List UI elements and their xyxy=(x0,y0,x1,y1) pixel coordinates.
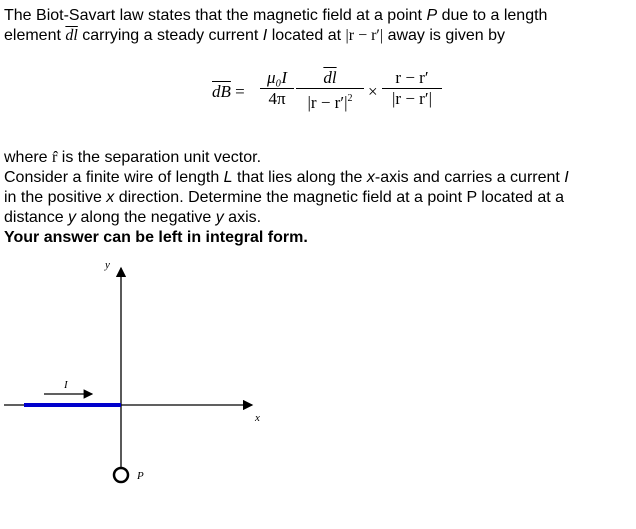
body-text: distance xyxy=(4,209,69,226)
point-symbol: P xyxy=(426,7,438,24)
intro-text: element xyxy=(4,27,66,44)
y-symbol: y xyxy=(215,209,224,226)
fraction-dl-over-r2 xyxy=(296,68,364,113)
rhat-symbol: r̂ xyxy=(52,149,58,166)
fraction-mu0-over-4pi xyxy=(260,68,294,109)
intro-line-2 xyxy=(4,26,505,46)
intro-text: away is given by xyxy=(383,27,505,44)
equals-sign: = xyxy=(230,82,245,101)
fraction-denominator xyxy=(296,89,364,113)
distance-expression: |r − r′| xyxy=(345,27,384,44)
body-line-4 xyxy=(4,208,261,228)
answer-instruction: Your answer can be left in integral form. xyxy=(4,229,308,246)
body-text: along the negative xyxy=(76,209,216,226)
wire-diagram xyxy=(0,255,300,505)
body-line-1 xyxy=(4,148,261,168)
intro-text: due to a length xyxy=(437,7,548,24)
x-symbol: x xyxy=(366,169,375,186)
fraction-denominator: |r − r′| xyxy=(392,89,432,108)
body-text: that lies along the xyxy=(232,169,367,186)
body-text: where xyxy=(4,149,53,166)
body-text: Consider a finite wire of length xyxy=(4,169,224,186)
intro-line-1 xyxy=(4,6,547,26)
body-text: is the separation unit vector. xyxy=(57,149,262,166)
cross-product-sign: × xyxy=(368,82,378,101)
y-symbol: y xyxy=(68,209,77,226)
x-symbol: x xyxy=(106,189,115,206)
point-p-marker xyxy=(114,468,128,482)
body-text: in the positive xyxy=(4,189,107,206)
fraction-numerator: $\overline{dl}$ xyxy=(323,68,337,87)
body-line-2 xyxy=(4,168,569,188)
body-text: direction. Determine the magnetic field at a point P located at a xyxy=(114,189,565,206)
denominator-text: |r − r′| xyxy=(307,93,348,112)
intro-text: The Biot-Savart law states that the magnetic field at a point xyxy=(4,7,427,24)
y-axis-label: y xyxy=(105,259,110,271)
body-line-bold xyxy=(4,228,308,248)
fraction-numerator: μ₀I xyxy=(266,68,288,87)
fraction-unit-vector xyxy=(382,68,442,109)
current-label: I xyxy=(64,379,68,391)
fraction-numerator: r − r′ xyxy=(395,68,429,87)
body-text: axis. xyxy=(223,209,262,226)
length-symbol: L xyxy=(223,169,233,186)
current-symbol: I xyxy=(564,169,569,186)
equation-lhs xyxy=(212,82,245,102)
x-axis-label: x xyxy=(255,412,260,424)
intro-text: carrying a steady current xyxy=(77,27,263,44)
exponent: 2 xyxy=(347,93,353,104)
body-line-3 xyxy=(4,188,564,208)
dl-symbol: $\overline{dl}$ xyxy=(65,27,78,44)
fraction-denominator: 4π xyxy=(268,89,286,108)
point-label: P xyxy=(137,470,144,482)
intro-text: located at xyxy=(267,27,346,44)
body-text: -axis and carries a current xyxy=(374,169,565,186)
current-symbol: I xyxy=(262,27,268,44)
dB-symbol: $\overline{dB}$ xyxy=(212,82,231,101)
